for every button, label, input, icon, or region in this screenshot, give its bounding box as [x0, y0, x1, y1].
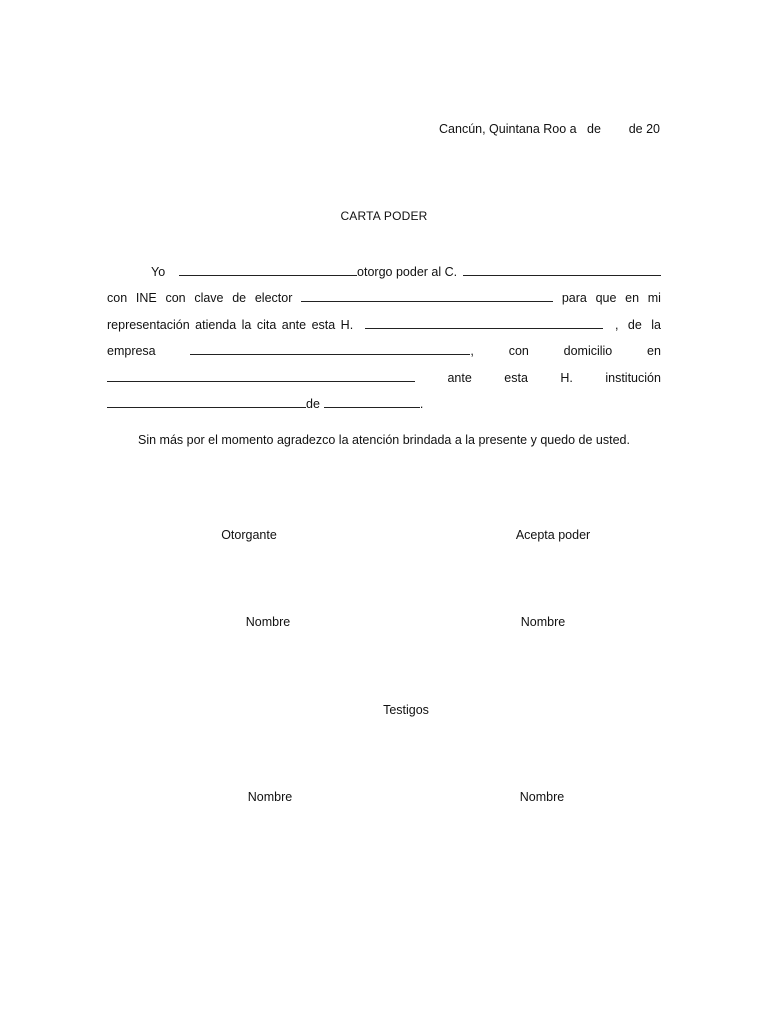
body-line-1	[107, 264, 661, 290]
body-line-2	[107, 290, 661, 316]
nombre-label-testigo-2: Nombre	[519, 790, 565, 804]
word: clave	[194, 291, 224, 306]
word: para	[561, 291, 587, 306]
nombre-label-testigo-1: Nombre	[247, 790, 293, 804]
word: con	[165, 291, 186, 306]
body-line-5	[107, 370, 661, 396]
word: mi	[647, 291, 661, 306]
blank-institution-name	[107, 396, 306, 408]
comma: ,	[470, 344, 474, 359]
blank-location	[324, 396, 420, 408]
blank-grantor-name	[179, 264, 357, 276]
dateline: Cancún, Quintana Roo a de de 20	[439, 122, 660, 136]
nombre-label-acepta: Nombre	[520, 615, 566, 629]
blank-company	[190, 343, 470, 355]
word: que	[595, 291, 617, 306]
word-yo: Yo	[151, 265, 166, 279]
de-la-text: , de la	[614, 317, 661, 332]
word: H.	[560, 370, 573, 385]
closing-paragraph: Sin más por el momento agradezco la atención brindada a la presente y quedo de usted.	[138, 433, 630, 447]
testigos-label: Testigos	[383, 703, 429, 717]
blank-institution	[365, 317, 603, 329]
word: ante	[447, 370, 472, 385]
word: con	[508, 344, 529, 359]
word: en	[647, 344, 661, 359]
word: elector	[254, 291, 293, 306]
nombre-label-otorgante: Nombre	[245, 615, 291, 629]
word: en	[625, 291, 640, 306]
otorgo-text: otorgo poder al C.	[357, 265, 458, 279]
body-line-3	[107, 317, 661, 343]
body-line-4	[107, 343, 661, 369]
document-title: CARTA PODER	[340, 209, 428, 223]
blank-elector-key	[301, 290, 553, 302]
word: esta	[504, 370, 528, 385]
period: .	[419, 396, 424, 411]
acepta-poder-label: Acepta poder	[515, 528, 591, 542]
document-body	[107, 264, 661, 422]
otorgante-label: Otorgante	[221, 528, 277, 542]
representacion-text: representación atienda la cita ante esta H.	[107, 317, 354, 332]
word: de	[232, 291, 247, 306]
blank-attorney-name	[463, 264, 661, 276]
word: de	[306, 396, 320, 411]
word: institución	[605, 370, 661, 385]
word: con	[107, 291, 128, 306]
body-line-6	[107, 396, 661, 422]
blank-address	[107, 370, 415, 382]
word: empresa	[107, 344, 156, 359]
word: domicilio	[563, 344, 613, 359]
word: INE	[135, 291, 157, 306]
